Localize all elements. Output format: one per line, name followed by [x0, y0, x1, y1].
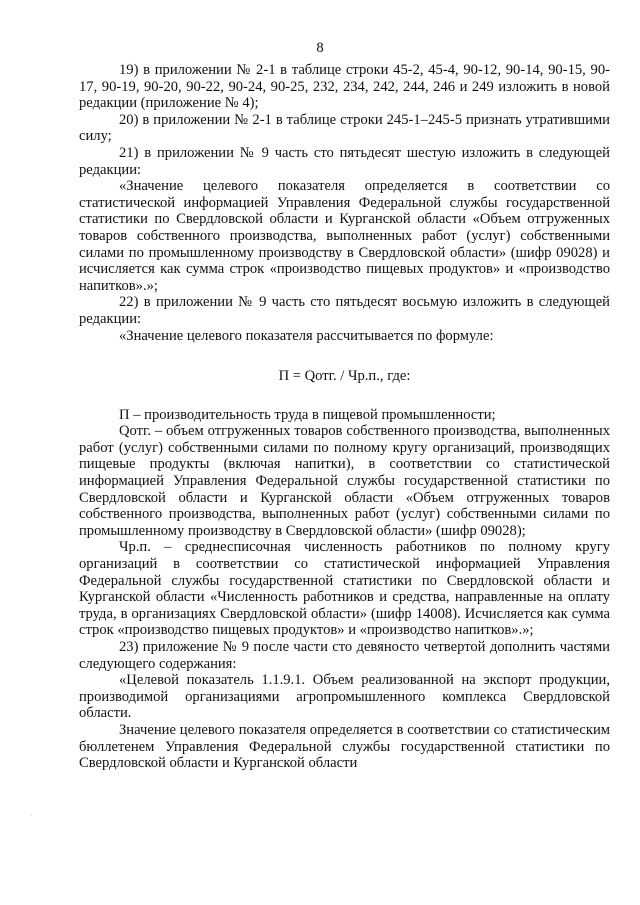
paragraph-item-23: 23) приложение № 9 после части сто девяносто четвертой дополнить частями следующего содержания:: [79, 639, 610, 672]
document-body: [79, 62, 610, 772]
paragraph-def-chrp: Чр.п. – среднесписочная численность работников по полному кругу организаций в соответствии со статистической информацией Управления Федеральной службы государственной статистики по Свердловской области и Курганской области «Численность работников и средства, направленные на оплату труда, в организациях Свердловской области» (шифр 14008). Исчисляется как сумма строк «производство пищевых продуктов» и «производство напитков».»;: [79, 539, 610, 639]
paragraph-item-20: 20) в приложении № 2-1 в таблице строки 245-1–245-5 признать утратившими силу;: [79, 111, 610, 145]
paragraph-quote-156: «Значение целевого показателя определяется в соответствии со статистической информацией Управления Федеральной службы государственной статистики по Свердловской области и Курганской области «Объем отгруженных товаров собственного производства, выполненных работ (услуг) собственными силами по промышленному производству в Свердловской области» (шифр 09028) и исчисляется как сумма строк «производство пищевых продуктов» и «производство напитков».»;: [79, 178, 610, 294]
formula: П = Qотг. / Чр.п., где:: [278, 368, 411, 385]
paragraph-item-22: 22) в приложении № 9 часть сто пятьдесят восьмую изложить в следующей редакции:: [79, 294, 610, 327]
paragraph-def-p: П – производительность труда в пищевой промышленности;: [119, 406, 496, 423]
paragraph-item-21: 21) в приложении № 9 часть сто пятьдесят шестую изложить в следующей редакции:: [79, 144, 610, 178]
paragraph-indicator-value: Значение целевого показателя определяется в соответствии со статистическим бюллетенем Управления Федеральной службы государственной статистики по Свердловской области и Курганской области: [79, 721, 610, 772]
page-number: 8: [316, 40, 324, 56]
paragraph-item-19: 19) в приложении № 2-1 в таблице строки 45-2, 45-4, 90-12, 90-14, 90-15, 90-17, 90-19, 90-20, 90-22, 90-24, 90-25, 232, 234, 242, 244, 246 и 249 изложить в новой редакции (приложение № 4);: [79, 62, 610, 112]
paragraph-formula-intro: «Значение целевого показателя рассчитывается по формуле:: [119, 327, 494, 344]
scan-mark: ·: [30, 811, 33, 820]
paragraph-indicator: «Целевой показатель 1.1.9.1. Объем реализованной на экспорт продукции, производимой организациями агропромышленного комплекса Свердловской области.: [79, 672, 610, 722]
paragraph-def-q: Qотг. – объем отгруженных товаров собственного производства, выполненных работ (услуг) собственными силами по полному кругу организаций, производящих пищевые продукты (включая напитки), в соответствии со статистической информацией Управления Федеральной службы государственной статистики по Свердловской области и Курганской области «Объем отгруженных товаров собственного производства, выполненных работ (услуг) собственными силами по промышленному производству в Свердловской области» (шифр 09028);: [79, 423, 610, 539]
